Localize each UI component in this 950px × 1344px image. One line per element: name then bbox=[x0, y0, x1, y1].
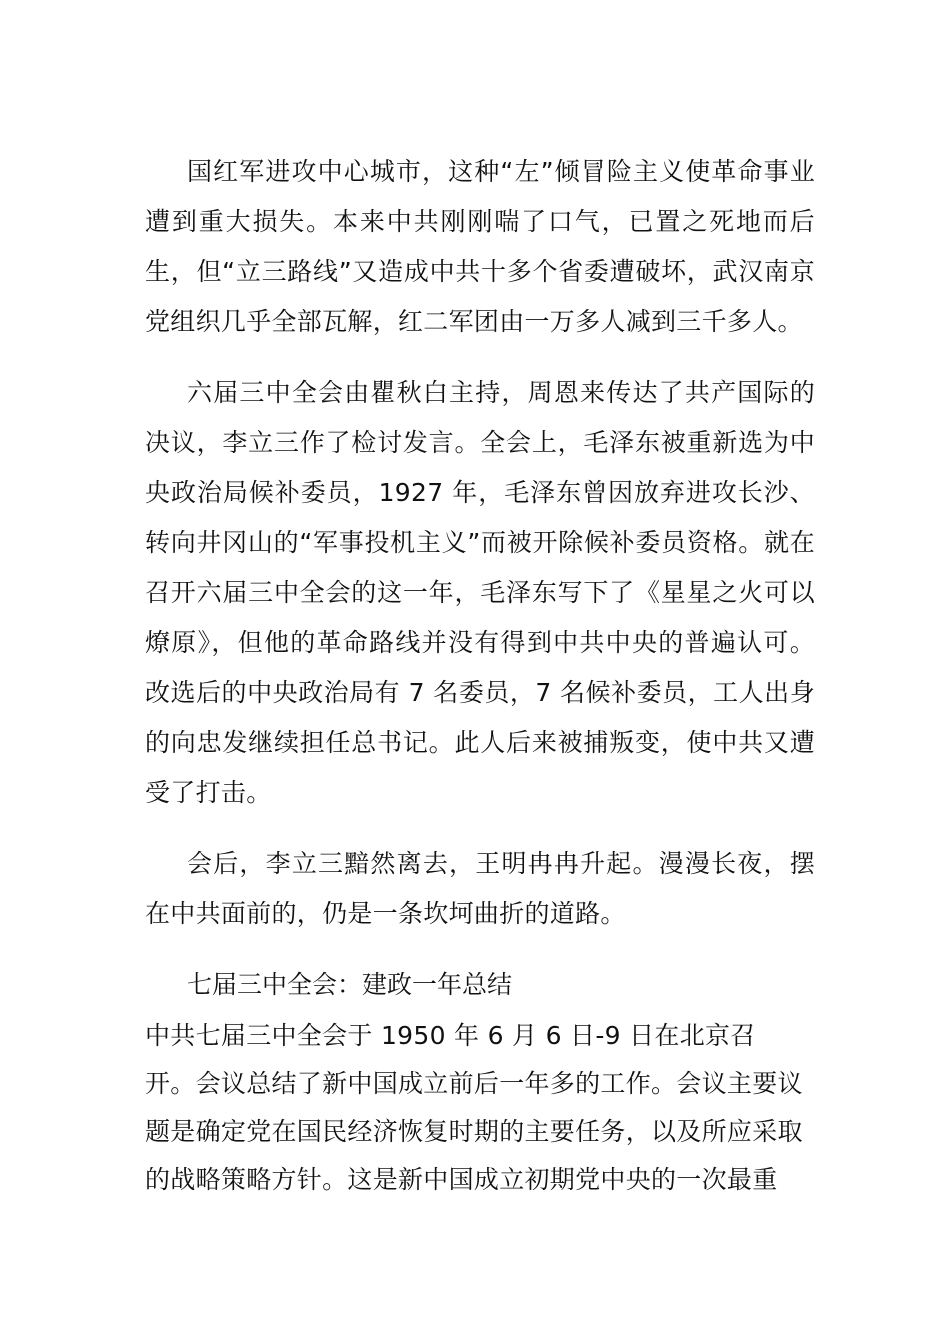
paragraph-seventh-plenum: 中共七届三中全会于 1950 年 6 月 6 日-9 日在北京召开。会议总结了新中国成立前后一年多的工作。会议主要议题是确定党在国民经济恢复时期的主要任务，以及所应采取的战略策略方针。这是新中国成立初期党中央的一次最重 bbox=[145, 1021, 803, 1194]
section-heading: 七届三中全会：建政一年总结 bbox=[187, 970, 513, 999]
paragraph-sixth-plenum: 六届三中全会由瞿秋白主持，周恩来传达了共产国际的决议，李立三作了检讨发言。全会上，毛泽东被重新选为中央政治局候补委员，1927 年，毛泽东曾因放弃进攻长沙、转向井冈山的“军事投机主义”而被开除候补委员资格。就在召开六届三中全会的这一年，毛泽东写下了《星星之火可以燎原》，但他的革命路线并没有得到中共中央的普遍认可。改选后的中央政治局有 7 名委员，7 名候补委员，工人出身的向忠发继续担任总书记。此人后来被捕叛变，使中共又遭受了打击。 bbox=[145, 378, 815, 807]
paragraph-lisan-line-losses: 国红军进攻中心城市，这种“左”倾冒险主义使革命事业遭到重大损失。本来中共刚刚喘了口气，已置之死地而后生，但“立三路线”又造成中共十多个省委遭破坏，武汉南京党组织几乎全部瓦解，红二军团由一万多人减到三千多人。 bbox=[145, 157, 815, 336]
paragraph-after-plenum: 会后，李立三黯然离去，王明冉冉升起。漫漫长夜，摆在中共面前的，仍是一条坎坷曲折的道路。 bbox=[145, 849, 815, 928]
